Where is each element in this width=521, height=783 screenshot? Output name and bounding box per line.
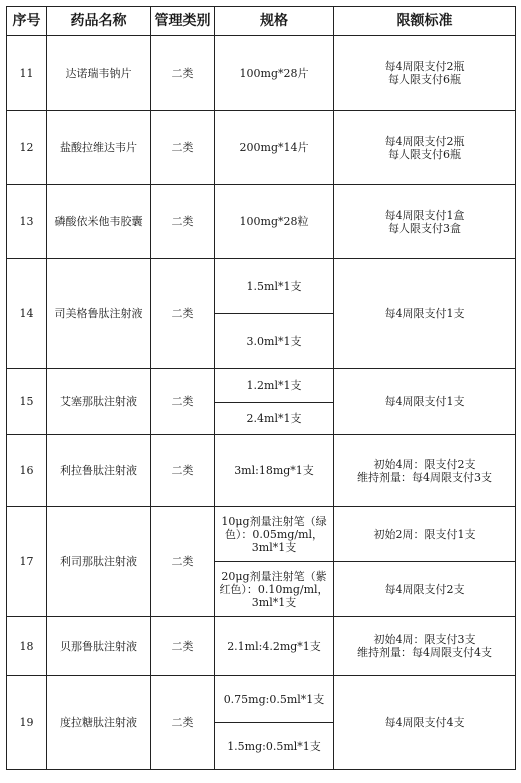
row-limit bbox=[334, 617, 516, 676]
row-no: 14 bbox=[7, 259, 47, 369]
row-limit bbox=[334, 435, 516, 507]
row-limit bbox=[334, 507, 516, 562]
header-spec: 规格 bbox=[215, 7, 334, 36]
row-spec: 100mg*28粒 bbox=[215, 185, 334, 259]
row-spec: 1.5ml*1支 bbox=[215, 259, 334, 314]
header-limit: 限额标准 bbox=[334, 7, 516, 36]
limit-line: 初始4周：限支付3支 bbox=[373, 633, 476, 646]
row-limit bbox=[334, 369, 516, 435]
limit-line: 每人限支付3盒 bbox=[388, 221, 461, 235]
limit-line: 每4周限支付1支 bbox=[384, 307, 465, 320]
limit-line: 每4周限支付1支 bbox=[384, 395, 465, 408]
table-row bbox=[7, 676, 516, 723]
row-spec: 20μg剂量注射笔（紫红色）：0.10mg/ml，3ml*1支 bbox=[215, 562, 334, 617]
row-no: 17 bbox=[7, 507, 47, 617]
header-row bbox=[7, 7, 516, 36]
table-row bbox=[7, 507, 516, 562]
table-row bbox=[7, 617, 516, 676]
limit-line: 维持剂量：每4周限支付3支 bbox=[357, 470, 492, 484]
drug-limit-table bbox=[6, 6, 516, 770]
table-row bbox=[7, 435, 516, 507]
row-spec: 2.1ml:4.2mg*1支 bbox=[215, 617, 334, 676]
limit-line: 每4周限支付2瓶 bbox=[384, 60, 465, 73]
row-limit bbox=[334, 676, 516, 770]
row-category: 二类 bbox=[151, 259, 215, 369]
limit-line: 初始4周：限支付2支 bbox=[373, 457, 476, 471]
limit-line: 每4周限支付4支 bbox=[384, 716, 465, 729]
row-drug-name: 达诺瑞韦钠片 bbox=[47, 36, 151, 111]
row-category: 二类 bbox=[151, 111, 215, 185]
row-limit bbox=[334, 259, 516, 369]
row-drug-name: 艾塞那肽注射液 bbox=[47, 369, 151, 435]
table-row bbox=[7, 369, 516, 403]
limit-line: 每4周限支付1盒 bbox=[384, 208, 465, 222]
row-spec: 200mg*14片 bbox=[215, 111, 334, 185]
row-no: 16 bbox=[7, 435, 47, 507]
row-drug-name: 司美格鲁肽注射液 bbox=[47, 259, 151, 369]
row-category: 二类 bbox=[151, 676, 215, 770]
row-spec: 100mg*28片 bbox=[215, 36, 334, 111]
limit-line: 维持剂量：每4周限支付4支 bbox=[357, 646, 492, 659]
table-row bbox=[7, 185, 516, 259]
table-row bbox=[7, 111, 516, 185]
row-drug-name: 盐酸拉维达韦片 bbox=[47, 111, 151, 185]
header-drug-name: 药品名称 bbox=[47, 7, 151, 36]
row-category: 二类 bbox=[151, 185, 215, 259]
header-category: 管理类别 bbox=[151, 7, 215, 36]
row-category: 二类 bbox=[151, 435, 215, 507]
row-drug-name: 度拉糖肽注射液 bbox=[47, 676, 151, 770]
limit-line: 每人限支付6瓶 bbox=[388, 147, 461, 161]
row-spec: 3.0ml*1支 bbox=[215, 314, 334, 369]
limit-line: 初始2周：限支付1支 bbox=[373, 527, 476, 541]
row-drug-name: 贝那鲁肽注射液 bbox=[47, 617, 151, 676]
limit-line: 每4周限支付2支 bbox=[384, 582, 465, 596]
row-no: 13 bbox=[7, 185, 47, 259]
limit-line: 每人限支付6瓶 bbox=[388, 73, 461, 86]
row-category: 二类 bbox=[151, 369, 215, 435]
row-limit bbox=[334, 185, 516, 259]
row-no: 11 bbox=[7, 36, 47, 111]
row-drug-name: 利拉鲁肽注射液 bbox=[47, 435, 151, 507]
row-no: 15 bbox=[7, 369, 47, 435]
limit-line: 每4周限支付2瓶 bbox=[384, 134, 465, 148]
row-drug-name: 利司那肽注射液 bbox=[47, 507, 151, 617]
row-category: 二类 bbox=[151, 36, 215, 111]
row-no: 18 bbox=[7, 617, 47, 676]
row-no: 19 bbox=[7, 676, 47, 770]
row-limit bbox=[334, 111, 516, 185]
row-limit bbox=[334, 562, 516, 617]
row-no: 12 bbox=[7, 111, 47, 185]
row-drug-name: 磷酸依米他韦胶囊 bbox=[47, 185, 151, 259]
row-spec: 1.2ml*1支 bbox=[215, 369, 334, 403]
row-spec: 10μg剂量注射笔（绿色）：0.05mg/ml，3ml*1支 bbox=[215, 507, 334, 562]
header-no: 序号 bbox=[7, 7, 47, 36]
row-category: 二类 bbox=[151, 507, 215, 617]
row-spec: 2.4ml*1支 bbox=[215, 403, 334, 435]
row-limit bbox=[334, 36, 516, 111]
row-category: 二类 bbox=[151, 617, 215, 676]
row-spec: 1.5mg:0.5ml*1支 bbox=[215, 723, 334, 770]
row-spec: 0.75mg:0.5ml*1支 bbox=[215, 676, 334, 723]
table-row bbox=[7, 259, 516, 314]
table-row bbox=[7, 36, 516, 111]
row-spec: 3ml:18mg*1支 bbox=[215, 435, 334, 507]
